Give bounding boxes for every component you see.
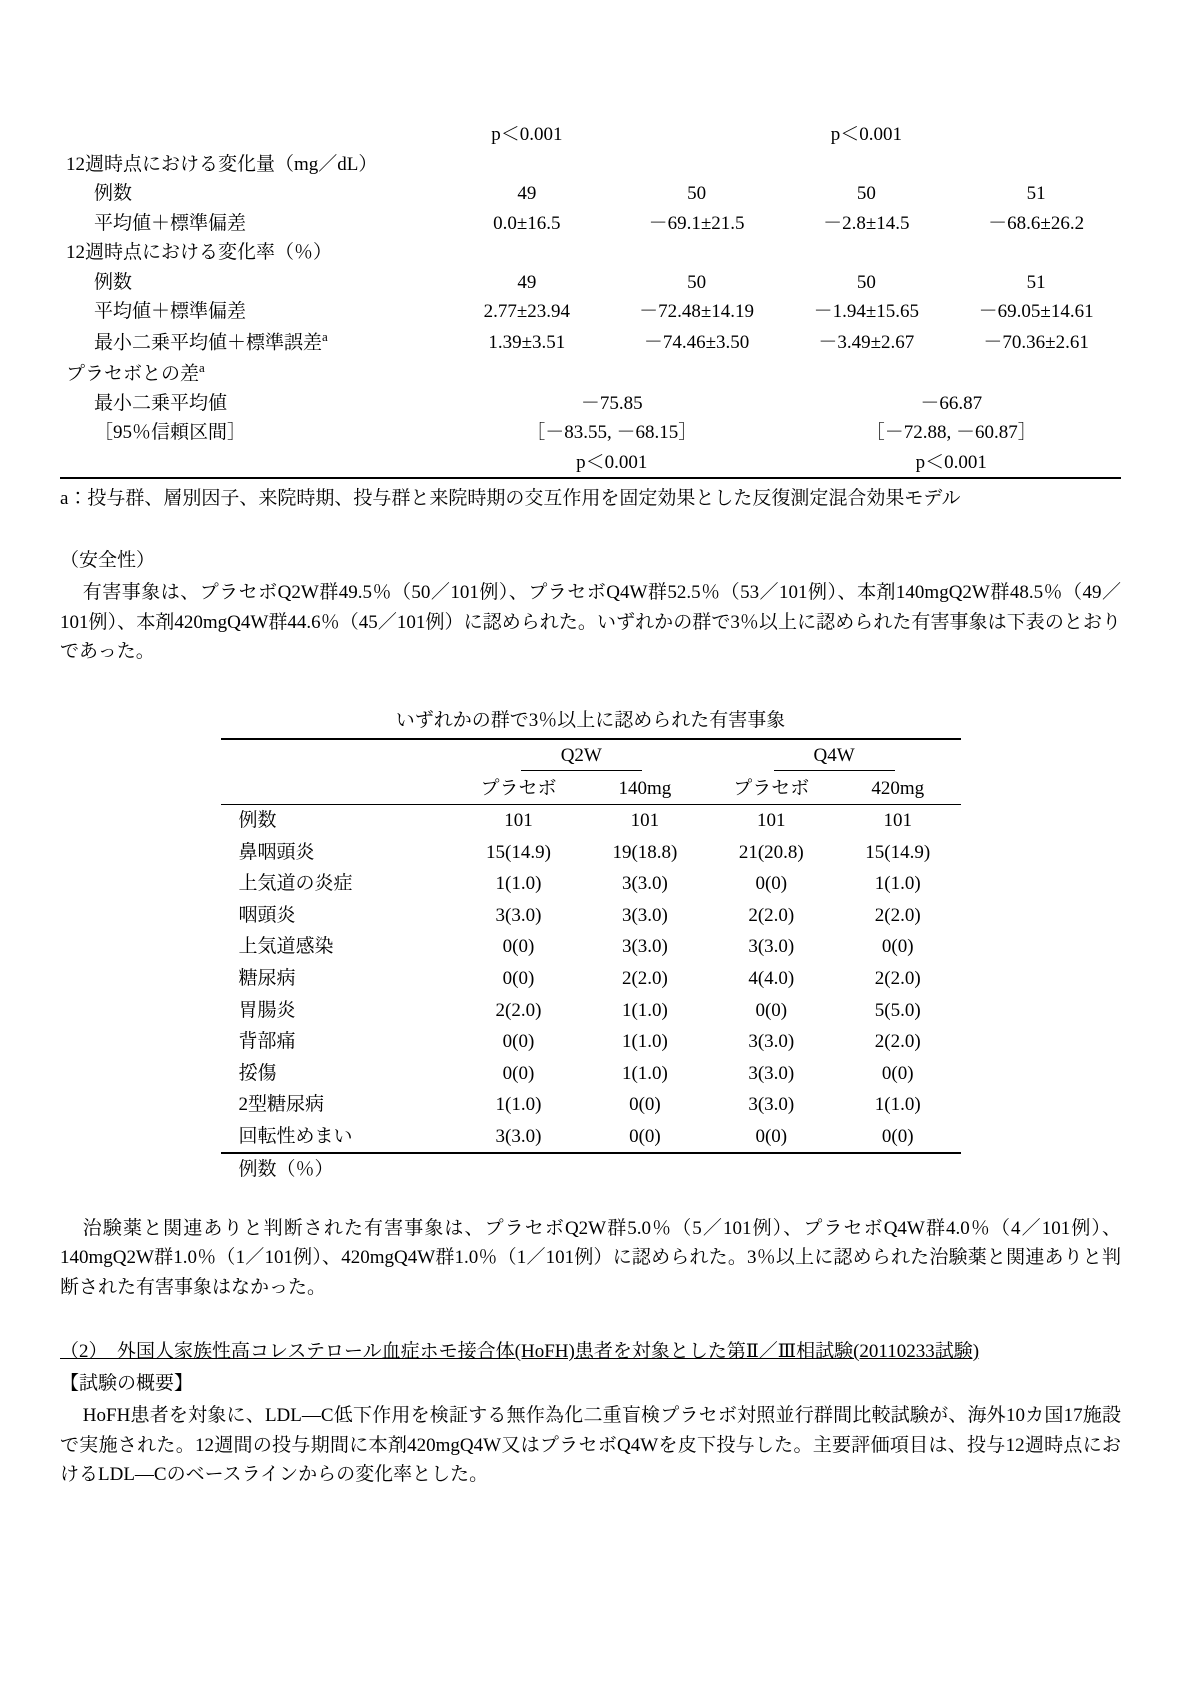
table-row — [221, 963, 961, 995]
table-row — [60, 238, 1121, 268]
row-label: 背部痛 — [238, 1031, 296, 1053]
footnote-marker: a — [199, 359, 205, 375]
cell-value: 1(1.0) — [874, 873, 921, 895]
table-row-ci — [60, 418, 1121, 448]
cell-value: 3(3.0) — [748, 1031, 795, 1053]
cell-value: 101 — [757, 810, 786, 832]
table-row — [60, 209, 1121, 239]
group-header-q2w-label: Q2W — [521, 742, 642, 771]
cell-value-span: p＜0.001 — [442, 448, 782, 479]
adverse-event-table — [221, 738, 961, 1154]
cell-value — [781, 358, 951, 389]
cell-value: 101 — [883, 810, 912, 832]
cell-value: 0(0) — [502, 936, 535, 958]
row-label: 胃腸炎 — [238, 999, 296, 1021]
cell-value: 0(0) — [755, 999, 788, 1021]
cell-value: 3(3.0) — [621, 873, 668, 895]
safety-heading: （安全性） — [60, 549, 156, 571]
cell-value: 50 — [856, 271, 876, 293]
cell-value: －74.46±3.50 — [643, 332, 750, 354]
table-row — [221, 900, 961, 932]
cell-value: 19(18.8) — [612, 841, 678, 863]
table-row — [221, 995, 961, 1027]
cell-value — [442, 238, 612, 268]
cell-value: 2(2.0) — [874, 904, 921, 926]
cell-value — [442, 150, 612, 180]
empty-cell — [221, 773, 455, 805]
cell-value: 0(0) — [502, 1062, 535, 1084]
adverse-event-table-footnote: 例数（％） — [238, 1159, 334, 1181]
cell-value — [951, 238, 1121, 268]
cell-value: 1.39±3.51 — [488, 332, 566, 354]
cell-value: 2(2.0) — [748, 904, 795, 926]
cell-value — [612, 150, 782, 180]
row-label: 2型糖尿病 — [238, 1094, 325, 1116]
cell-value: 1(1.0) — [621, 999, 668, 1021]
table-row — [60, 327, 1121, 358]
cell-value — [781, 238, 951, 268]
cell-value: 15(14.9) — [486, 841, 551, 863]
column-header: プラセボ — [455, 773, 582, 805]
table-row-pvalue-bottom — [60, 448, 1121, 479]
group-header-q4w — [708, 739, 961, 773]
cell-value: 0(0) — [582, 1121, 708, 1154]
cell-value — [951, 150, 1121, 180]
table-row — [221, 931, 961, 963]
cell-value: 1(1.0) — [874, 1094, 921, 1116]
table-row — [60, 268, 1121, 298]
cell-value: 0(0) — [881, 1062, 914, 1084]
cell-value: 50 — [687, 183, 707, 205]
cell-value: －72.48±14.19 — [639, 301, 755, 323]
cell-value: 0(0) — [881, 936, 914, 958]
row-label: ［95％信頼区間］ — [94, 422, 247, 444]
row-label: 平均値＋標準偏差 — [94, 301, 247, 323]
cell-value: －2.8±14.5 — [823, 212, 910, 234]
cell-value: 4(4.0) — [748, 968, 795, 989]
cell-value: －3.49±2.67 — [818, 332, 915, 354]
cell-value: 3(3.0) — [455, 1121, 582, 1154]
empty-cell — [612, 120, 782, 150]
cell-value: 15(14.9) — [865, 841, 931, 863]
table-row-lsmean-diff — [60, 389, 1121, 419]
table-header-columns — [221, 773, 961, 805]
group-header-q4w-label: Q4W — [774, 742, 895, 771]
row-label: 12週時点における変化率（％） — [66, 242, 333, 264]
section2-paragraph: HoFH患者を対象に、LDL―C低下作用を検証する無作為化二重盲検プラセボ対照並行群間比較試験が、海外10カ国17施設で実施された。12週間の投与期間に本剤420mgQ4W又はプラセボQ4Wを皮下投与した。主要評価項目は、投与12週時点におけるLDL―Cのベースラインからの変化率とした。 — [60, 1405, 1121, 1486]
safety-paragraph: 有害事象は、プラセボQ2W群49.5％（50／101例）、プラセボQ4W群52.5％（53／101例）、本剤140mgQ2W群48.5％（49／101例）、本剤420mgQ4W群44.6％（45／101例）に認められた。いずれかの群で3％以上に認められた有害事象は下表のとおりであった。 — [60, 582, 1121, 663]
cell-value: 50 — [687, 271, 707, 293]
cell-value: 2.77±23.94 — [483, 301, 571, 323]
row-label — [60, 327, 442, 358]
column-header: 420mg — [835, 773, 961, 805]
table-row-pvalue-top — [60, 120, 1121, 150]
cell-value: 0(0) — [502, 1031, 535, 1053]
table-row — [221, 805, 961, 837]
empty-cell — [221, 739, 455, 773]
adverse-event-table-block — [60, 707, 1121, 1184]
efficacy-stats-table — [60, 120, 1121, 479]
table-row — [60, 358, 1121, 389]
row-label: 上気道感染 — [238, 936, 334, 958]
row-label: 例数 — [94, 183, 133, 205]
adverse-event-table-caption: いずれかの群で3％以上に認められた有害事象 — [395, 709, 786, 731]
cell-value: 3(3.0) — [748, 1094, 795, 1116]
cell-value-span: ［－72.88, －60.87］ — [865, 422, 1037, 444]
cell-value-span: p＜0.001 — [781, 448, 1121, 479]
cell-value — [612, 238, 782, 268]
cell-value-span: ［－83.55, －68.15］ — [526, 422, 698, 444]
row-label: 咽頭炎 — [238, 904, 296, 926]
row-label: 例数 — [94, 271, 133, 293]
cell-value: －69.05±14.61 — [978, 301, 1094, 323]
table-row — [60, 297, 1121, 327]
row-label — [60, 358, 442, 389]
cell-value: 51 — [1026, 271, 1046, 293]
footnote-marker: a — [322, 328, 328, 344]
column-header: プラセボ — [708, 773, 835, 805]
table-header-groups — [221, 739, 961, 773]
table-row — [221, 1089, 961, 1121]
cell-value: 21(20.8) — [738, 841, 804, 863]
cell-value: 5(5.0) — [874, 999, 921, 1021]
cell-value: 3(3.0) — [495, 904, 542, 926]
row-label-text: プラセボとの差 — [66, 363, 200, 385]
cell-value: 51 — [1026, 183, 1046, 205]
cell-value: 0(0) — [629, 1094, 661, 1116]
row-label-text: 最小二乗平均値＋標準誤差 — [94, 332, 323, 354]
cell-value: －1.94±15.65 — [813, 301, 920, 323]
cell-value: 2(2.0) — [874, 1031, 921, 1053]
table-row — [60, 150, 1121, 180]
section2-heading: （2） 外国人家族性高コレステロール血症ホモ接合体(HoFH)患者を対象とした第Ⅱ／Ⅲ相試験(20110233試験) — [60, 1341, 980, 1363]
section2-subheading: 【試験の概要】 — [60, 1372, 194, 1394]
row-label: 挼傷 — [238, 1062, 277, 1084]
cell-value: 1(1.0) — [621, 1031, 668, 1053]
row-label: 12週時点における変化量（mg／dL） — [66, 153, 378, 175]
table-row — [221, 1026, 961, 1058]
cell-value: 0(0) — [708, 1121, 835, 1154]
table-row — [221, 868, 961, 900]
cell-value: 101 — [504, 810, 533, 832]
cell-value-span: －75.85 — [580, 392, 643, 414]
cell-value: 0(0) — [755, 873, 788, 895]
cell-value: 1(1.0) — [495, 1094, 542, 1116]
cell-value: 1(1.0) — [495, 873, 542, 895]
row-label: 例数 — [238, 810, 277, 832]
related-adverse-event-paragraph: 治験薬と関連ありと判断された有害事象は、プラセボQ2W群5.0％（5／101例）、プラセボQ4W群4.0％（4／101例）、140mgQ2W群1.0％（1／101例）、420mgQ4W群1.0％（1／101例）に認められた。3％以上に認められた治験薬と関連ありと判断された有害事象はなかった。 — [60, 1217, 1121, 1298]
row-label: 回転性めまい — [221, 1121, 455, 1154]
table-row — [221, 1121, 961, 1154]
empty-cell — [60, 448, 442, 479]
cell-value: 0(0) — [835, 1121, 961, 1154]
group-header-q2w — [455, 739, 708, 773]
cell-value-span: －66.87 — [920, 392, 983, 414]
cell-value: 3(3.0) — [621, 936, 668, 958]
cell-value: 0(0) — [502, 968, 535, 989]
cell-value: 101 — [630, 810, 660, 832]
cell-value — [951, 358, 1121, 389]
row-label: 最小二乗平均値 — [94, 392, 228, 414]
cell-value: 1(1.0) — [621, 1062, 668, 1084]
table-row — [221, 837, 961, 869]
cell-value: 3(3.0) — [748, 936, 795, 958]
cell-value: 49 — [517, 183, 537, 205]
pvalue-col4: p＜0.001 — [830, 124, 902, 145]
cell-value: 49 — [517, 271, 537, 293]
cell-value: 50 — [856, 183, 876, 205]
cell-value: －70.36±2.61 — [983, 332, 1089, 354]
cell-value: 3(3.0) — [748, 1062, 795, 1084]
cell-value: －69.1±21.5 — [648, 212, 745, 234]
column-header: 140mg — [582, 773, 708, 805]
cell-value: 3(3.0) — [621, 904, 668, 926]
cell-value — [612, 358, 782, 389]
row-label: 糖尿病 — [238, 968, 296, 989]
cell-value: 2(2.0) — [874, 968, 921, 989]
empty-cell — [60, 120, 442, 150]
table-footnote: a：投与群、層別因子、来院時期、投与群と来院時期の交互作用を固定効果とした反復測定混合効果モデル — [60, 488, 961, 510]
row-label: 鼻咽頭炎 — [238, 841, 315, 863]
pvalue-col2: p＜0.001 — [491, 124, 563, 145]
cell-value: 0.0±16.5 — [493, 212, 561, 234]
table-row — [60, 179, 1121, 209]
cell-value: 2(2.0) — [621, 968, 668, 989]
cell-value: 2(2.0) — [495, 999, 542, 1021]
table-row — [221, 1058, 961, 1090]
row-label: 上気道の炎症 — [238, 873, 353, 895]
row-label: 平均値＋標準偏差 — [94, 212, 247, 234]
cell-value — [442, 358, 612, 389]
cell-value — [781, 150, 951, 180]
cell-value: －68.6±26.2 — [988, 212, 1085, 234]
